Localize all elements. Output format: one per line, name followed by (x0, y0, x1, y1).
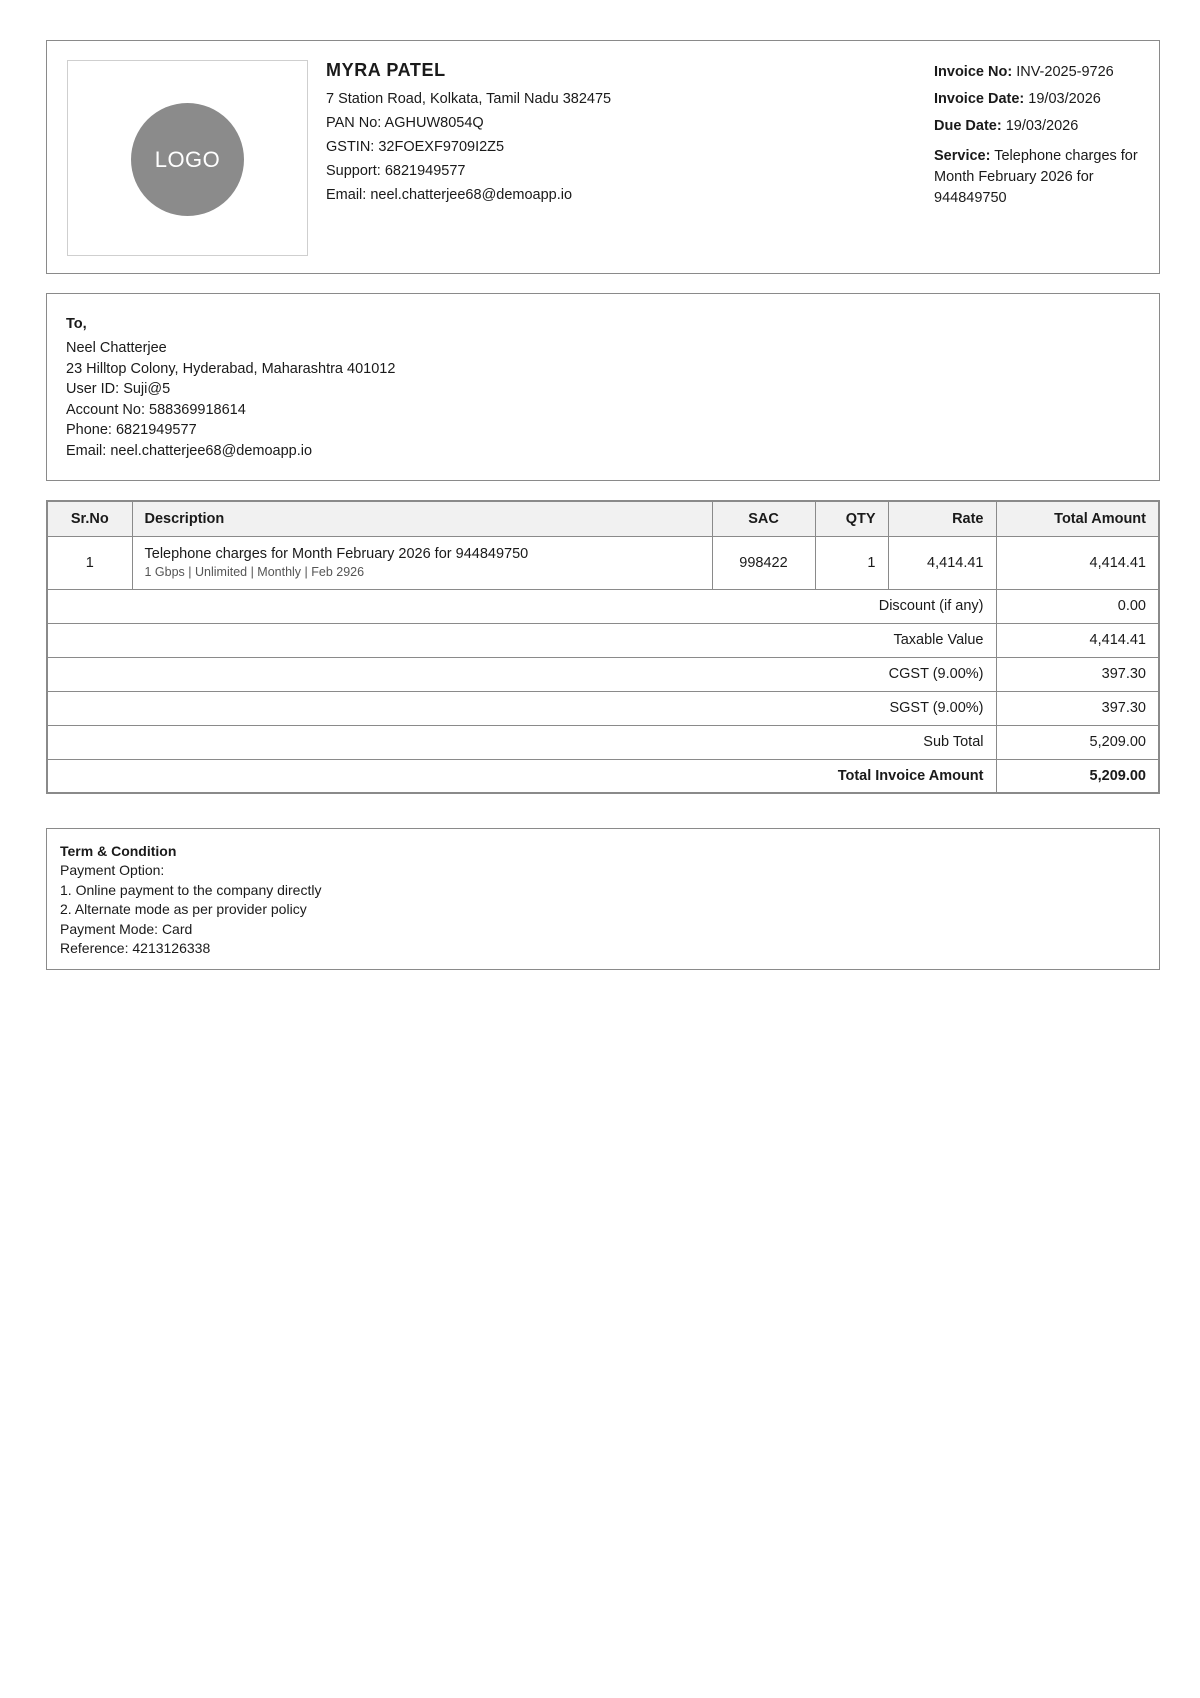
header-qty: QTY (815, 501, 888, 536)
invoice-number (934, 59, 1149, 86)
item-details: 1 Gbps | Unlimited | Monthly | Feb 2926 (144, 565, 365, 579)
recipient-account-no: Account No: 588369918614 (66, 401, 246, 418)
terms-line: Payment Option: (60, 862, 165, 878)
header-description: Description (132, 501, 712, 536)
summary-row-total (47, 759, 1159, 793)
seller-address: 7 Station Road, Kolkata, Tamil Nadu 382475 (326, 91, 612, 107)
seller-support: Support: 6821949577 (326, 163, 466, 179)
summary-row-taxable (47, 623, 1159, 657)
summary-value: 397.30 (996, 691, 1159, 725)
invoice-items-table (46, 500, 1160, 794)
company-logo: LOGO (131, 103, 244, 216)
summary-value: 0.00 (996, 589, 1159, 623)
seller-pan: PAN No: AGHUW8054Q (326, 115, 484, 131)
invoice-number-value: INV-2025-9726 (1016, 64, 1114, 80)
item-total: 4,414.41 (996, 536, 1159, 589)
summary-row-cgst (47, 657, 1159, 691)
summary-label: Total Invoice Amount (47, 759, 996, 793)
service-value: Telephone charges for Month February 2026 for 944849750 (934, 148, 1138, 206)
summary-row-sgst (47, 691, 1159, 725)
seller-gstin: GSTIN: 32FOEXF9709I2Z5 (326, 139, 505, 155)
invoice-date-label: Invoice Date: (934, 91, 1025, 107)
due-date-label: Due Date: (934, 118, 1002, 134)
invoice-date (934, 86, 1149, 113)
summary-label: CGST (9.00%) (47, 657, 996, 691)
summary-row-subtotal (47, 725, 1159, 759)
due-date-value: 19/03/2026 (1005, 118, 1079, 134)
summary-value: 5,209.00 (996, 725, 1159, 759)
service-description (934, 146, 1149, 209)
invoice-header (46, 40, 1160, 274)
terms-and-conditions (46, 828, 1160, 970)
summary-value: 5,209.00 (996, 759, 1159, 793)
recipient-details (46, 293, 1160, 481)
item-description-cell (132, 536, 712, 589)
header-sac: SAC (712, 501, 815, 536)
invoice-date-value: 19/03/2026 (1028, 91, 1101, 107)
item-sr-no: 1 (47, 536, 132, 589)
table-header-row (47, 501, 1159, 536)
summary-label: Discount (if any) (47, 589, 996, 623)
logo-frame (67, 60, 308, 256)
recipient-email: Email: neel.chatterjee68@demoapp.io (66, 442, 313, 459)
invoice-meta (934, 59, 1149, 209)
header-total-amount: Total Amount (996, 501, 1159, 536)
recipient-title: To, (66, 316, 87, 332)
terms-line: Reference: 4213126338 (60, 940, 211, 957)
recipient-phone: Phone: 6821949577 (66, 422, 197, 439)
seller-name: MYRA PATEL (326, 60, 446, 80)
summary-label: Taxable Value (47, 623, 996, 657)
summary-value: 4,414.41 (996, 623, 1159, 657)
terms-line: Payment Mode: Card (60, 920, 193, 937)
seller-details (326, 60, 886, 207)
summary-label: Sub Total (47, 725, 996, 759)
header-rate: Rate (888, 501, 996, 536)
item-description: Telephone charges for Month February 2026 for 944849750 (144, 546, 529, 562)
header-sr-no: Sr.No (47, 501, 132, 536)
due-date (934, 113, 1149, 140)
recipient-address: 23 Hilltop Colony, Hyderabad, Maharashtra 401012 (66, 360, 396, 377)
item-sac: 998422 (712, 536, 815, 589)
terms-line: 2. Alternate mode as per provider policy (60, 901, 307, 918)
terms-line: 1. Online payment to the company directly (60, 881, 322, 898)
table-row (47, 536, 1159, 589)
item-qty: 1 (815, 536, 888, 589)
seller-email: Email: neel.chatterjee68@demoapp.io (326, 187, 573, 203)
recipient-user-id: User ID: Suji@5 (66, 381, 171, 398)
summary-row-discount (47, 589, 1159, 623)
terms-title: Term & Condition (60, 843, 177, 859)
invoice-number-label: Invoice No: (934, 64, 1013, 80)
summary-value: 397.30 (996, 657, 1159, 691)
service-label: Service: (934, 148, 991, 164)
summary-label: SGST (9.00%) (47, 691, 996, 725)
item-rate: 4,414.41 (888, 536, 996, 589)
recipient-name: Neel Chatterjee (66, 340, 167, 356)
